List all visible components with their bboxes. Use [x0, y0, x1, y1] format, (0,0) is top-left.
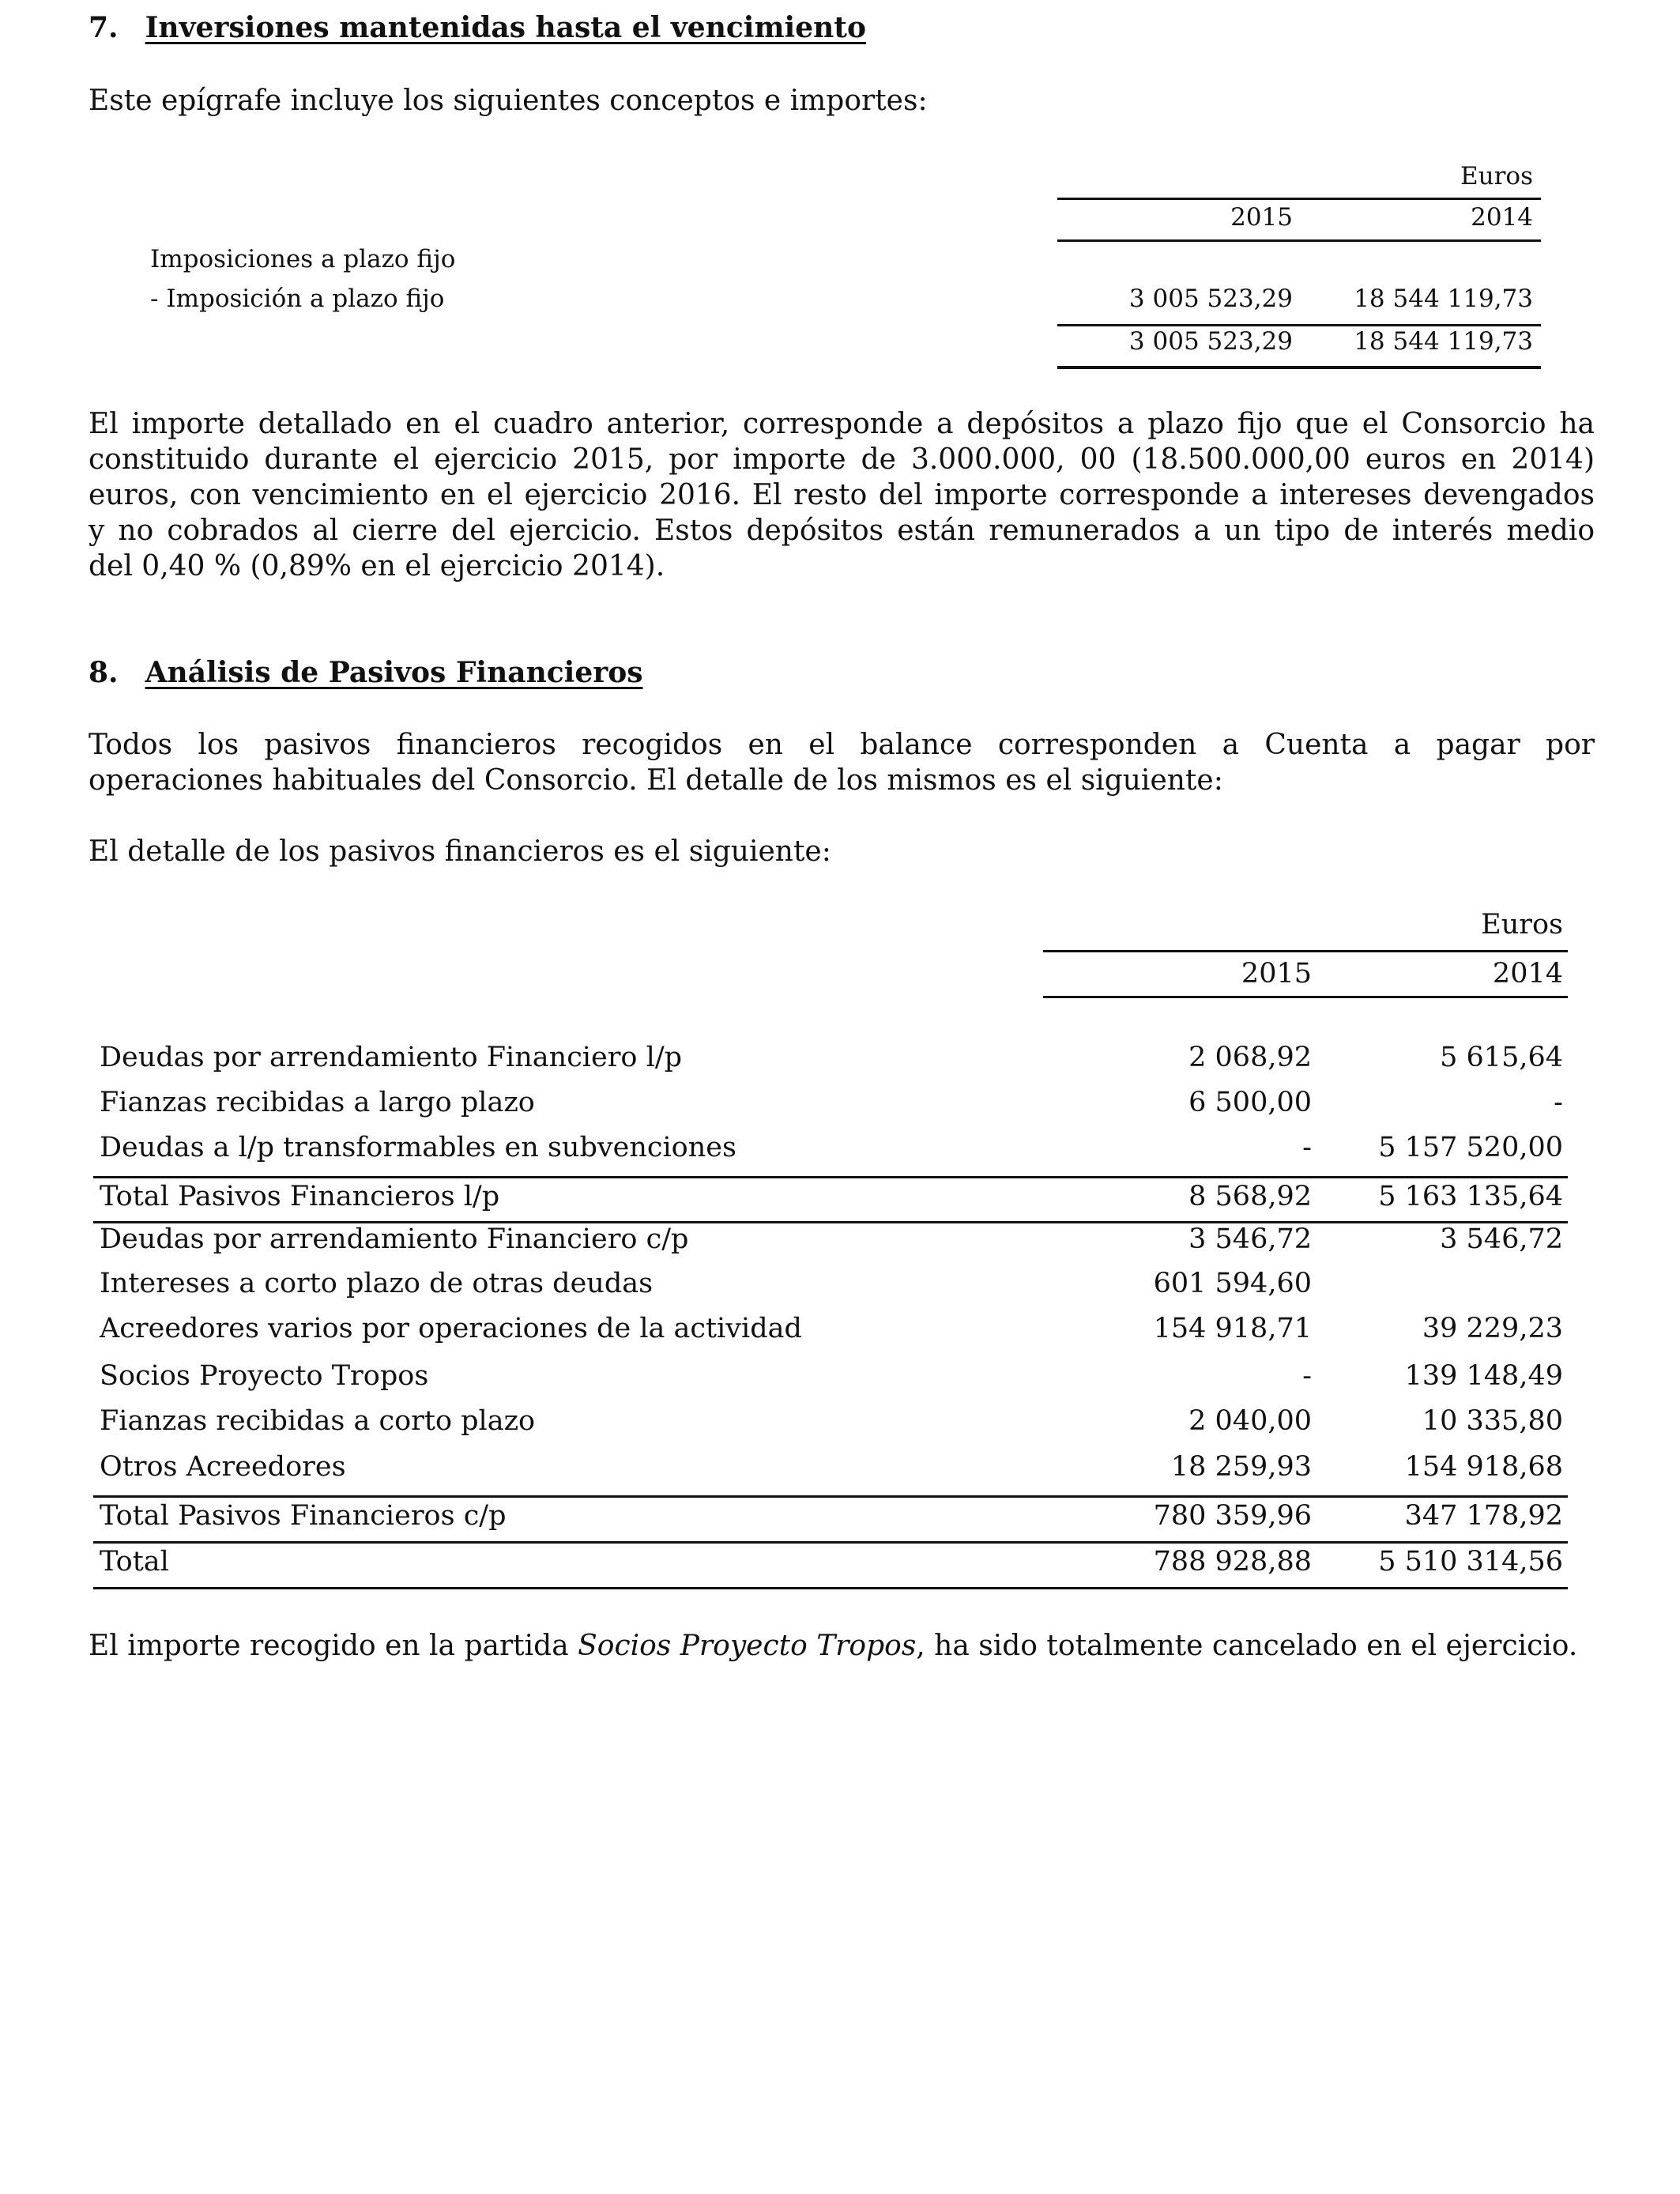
investments-subheader-rule: [1057, 239, 1541, 242]
total-bottom-rule: [93, 1587, 1568, 1589]
closing-text-end: , ha sido totalmente cancelado en el ejercicio.: [916, 1630, 1578, 1662]
investments-total-top-rule: [1057, 324, 1541, 326]
row-label: Otros Acreedores: [100, 1451, 346, 1483]
row-value-2014: -: [1554, 1087, 1563, 1118]
row-value-2015: 2 040,00: [1188, 1405, 1312, 1437]
row-value-2014: 5 157 520,00: [1378, 1132, 1563, 1163]
row-value-2014: 139 148,49: [1404, 1360, 1563, 1392]
section-7-paragraph-line: El importe detallado en el cuadro anterior, corresponde a depósitos a plazo fijo que el Consorcio ha: [89, 408, 1595, 440]
section-7-number: 7.: [89, 11, 119, 44]
section-7-intro: Este epígrafe incluye los siguientes conceptos e importes:: [89, 85, 928, 117]
section-7-title: Inversiones mantenidas hasta el vencimiento: [145, 11, 866, 44]
row-value-2015: 6 500,00: [1188, 1087, 1312, 1118]
row-value-2014: 5 615,64: [1440, 1042, 1563, 1073]
closing-text-start: El importe recogido en la partida: [89, 1630, 578, 1662]
section-8-heading: [89, 656, 643, 689]
section-7-paragraph-line: constituido durante el ejercicio 2015, por importe de 3.000.000, 00 (18.500.000,00 euros en 2014): [89, 443, 1595, 476]
row-label: Total: [100, 1546, 169, 1578]
investments-header-rule: [1057, 198, 1541, 200]
section-8-paragraph: [89, 727, 1595, 798]
investments-total-2014: 18 544 119,73: [1354, 327, 1533, 356]
row-label: Deudas a l/p transformables en subvenciones: [100, 1132, 736, 1163]
section-7-paragraph-line: y no cobrados al cierre del ejercicio. Estos depósitos están remunerados a un tipo de interés medio: [89, 515, 1595, 547]
row-value-2014: 5 163 135,64: [1378, 1181, 1563, 1212]
row-value-2015: 154 918,71: [1153, 1313, 1312, 1344]
liabilities-col-2014: 2014: [1492, 958, 1563, 990]
section-7-paragraph: [89, 406, 1595, 584]
section-8-paragraph-line: Todos los pasivos financieros recogidos en el balance corresponden a Cuenta a pagar por: [89, 729, 1595, 761]
investments-row-2015: 3 005 523,29: [1128, 285, 1293, 313]
investments-col-2014: 2014: [1471, 203, 1533, 232]
liabilities-currency-label: Euros: [1481, 909, 1563, 941]
row-label: Acreedores varios por operaciones de la actividad: [100, 1313, 802, 1344]
row-value-2014: 39 229,23: [1422, 1313, 1563, 1344]
investments-currency-label: Euros: [1460, 162, 1533, 190]
row-value-2015: 780 359,96: [1153, 1500, 1312, 1532]
row-label: Socios Proyecto Tropos: [100, 1360, 429, 1392]
row-value-2015: 2 068,92: [1188, 1042, 1312, 1073]
row-label: Fianzas recibidas a largo plazo: [100, 1087, 535, 1118]
row-label: Deudas por arrendamiento Financiero c/p: [100, 1223, 689, 1255]
investments-row-label: - Imposición a plazo fijo: [150, 285, 445, 313]
row-value-2015: -: [1302, 1360, 1312, 1392]
section-8-detail-intro: El detalle de los pasivos financieros es el siguiente:: [89, 835, 831, 868]
section-7-paragraph-line: del 0,40 % (0,89% en el ejercicio 2014).: [89, 550, 665, 582]
row-label: Fianzas recibidas a corto plazo: [100, 1405, 536, 1437]
closing-italic-account: Socios Proyecto Tropos: [578, 1630, 917, 1662]
row-value-2015: 788 928,88: [1153, 1546, 1312, 1578]
investments-group-label: Imposiciones a plazo fijo: [150, 245, 456, 273]
row-value-2014: 10 335,80: [1422, 1405, 1563, 1437]
liabilities-subheader-rule: [1043, 996, 1568, 998]
row-label: Deudas por arrendamiento Financiero l/p: [100, 1042, 683, 1073]
investments-col-2015: 2015: [1230, 203, 1293, 232]
total-top-rule: [93, 1541, 1568, 1544]
investments-total-bottom-rule: [1057, 366, 1541, 369]
section-8-number: 8.: [89, 656, 119, 689]
subtotal-cp-top-rule: [93, 1495, 1568, 1498]
row-value-2015: 8 568,92: [1188, 1181, 1312, 1212]
row-value-2015: 601 594,60: [1153, 1268, 1312, 1299]
row-value-2014: 347 178,92: [1404, 1500, 1563, 1532]
row-label: Total Pasivos Financieros l/p: [100, 1181, 500, 1212]
liabilities-header-rule: [1043, 950, 1568, 952]
row-label: Intereses a corto plazo de otras deudas: [100, 1268, 654, 1299]
subtotal-lp-top-rule: [93, 1176, 1568, 1178]
section-7-heading: [89, 11, 866, 44]
row-value-2014: 154 918,68: [1404, 1451, 1563, 1483]
liabilities-col-2015: 2015: [1241, 958, 1312, 990]
row-label: Total Pasivos Financieros c/p: [100, 1500, 507, 1532]
investments-total-2015: 3 005 523,29: [1128, 327, 1293, 356]
section-7-paragraph-line: euros, con vencimiento en el ejercicio 2016. El resto del importe corresponde a intereses devengados: [89, 479, 1595, 511]
row-value-2014: 5 510 314,56: [1378, 1546, 1563, 1578]
row-value-2015: 18 259,93: [1170, 1451, 1312, 1483]
row-value-2014: 3 546,72: [1440, 1223, 1563, 1255]
section-8-paragraph-line: operaciones habituales del Consorcio. El detalle de los mismos es el siguiente:: [89, 764, 1223, 797]
section-8-title: Análisis de Pasivos Financieros: [145, 656, 643, 689]
section-8-closing: [89, 1628, 1606, 1664]
row-value-2015: 3 546,72: [1188, 1223, 1312, 1255]
investments-row-2014: 18 544 119,73: [1354, 285, 1533, 313]
row-value-2015: -: [1302, 1132, 1312, 1163]
